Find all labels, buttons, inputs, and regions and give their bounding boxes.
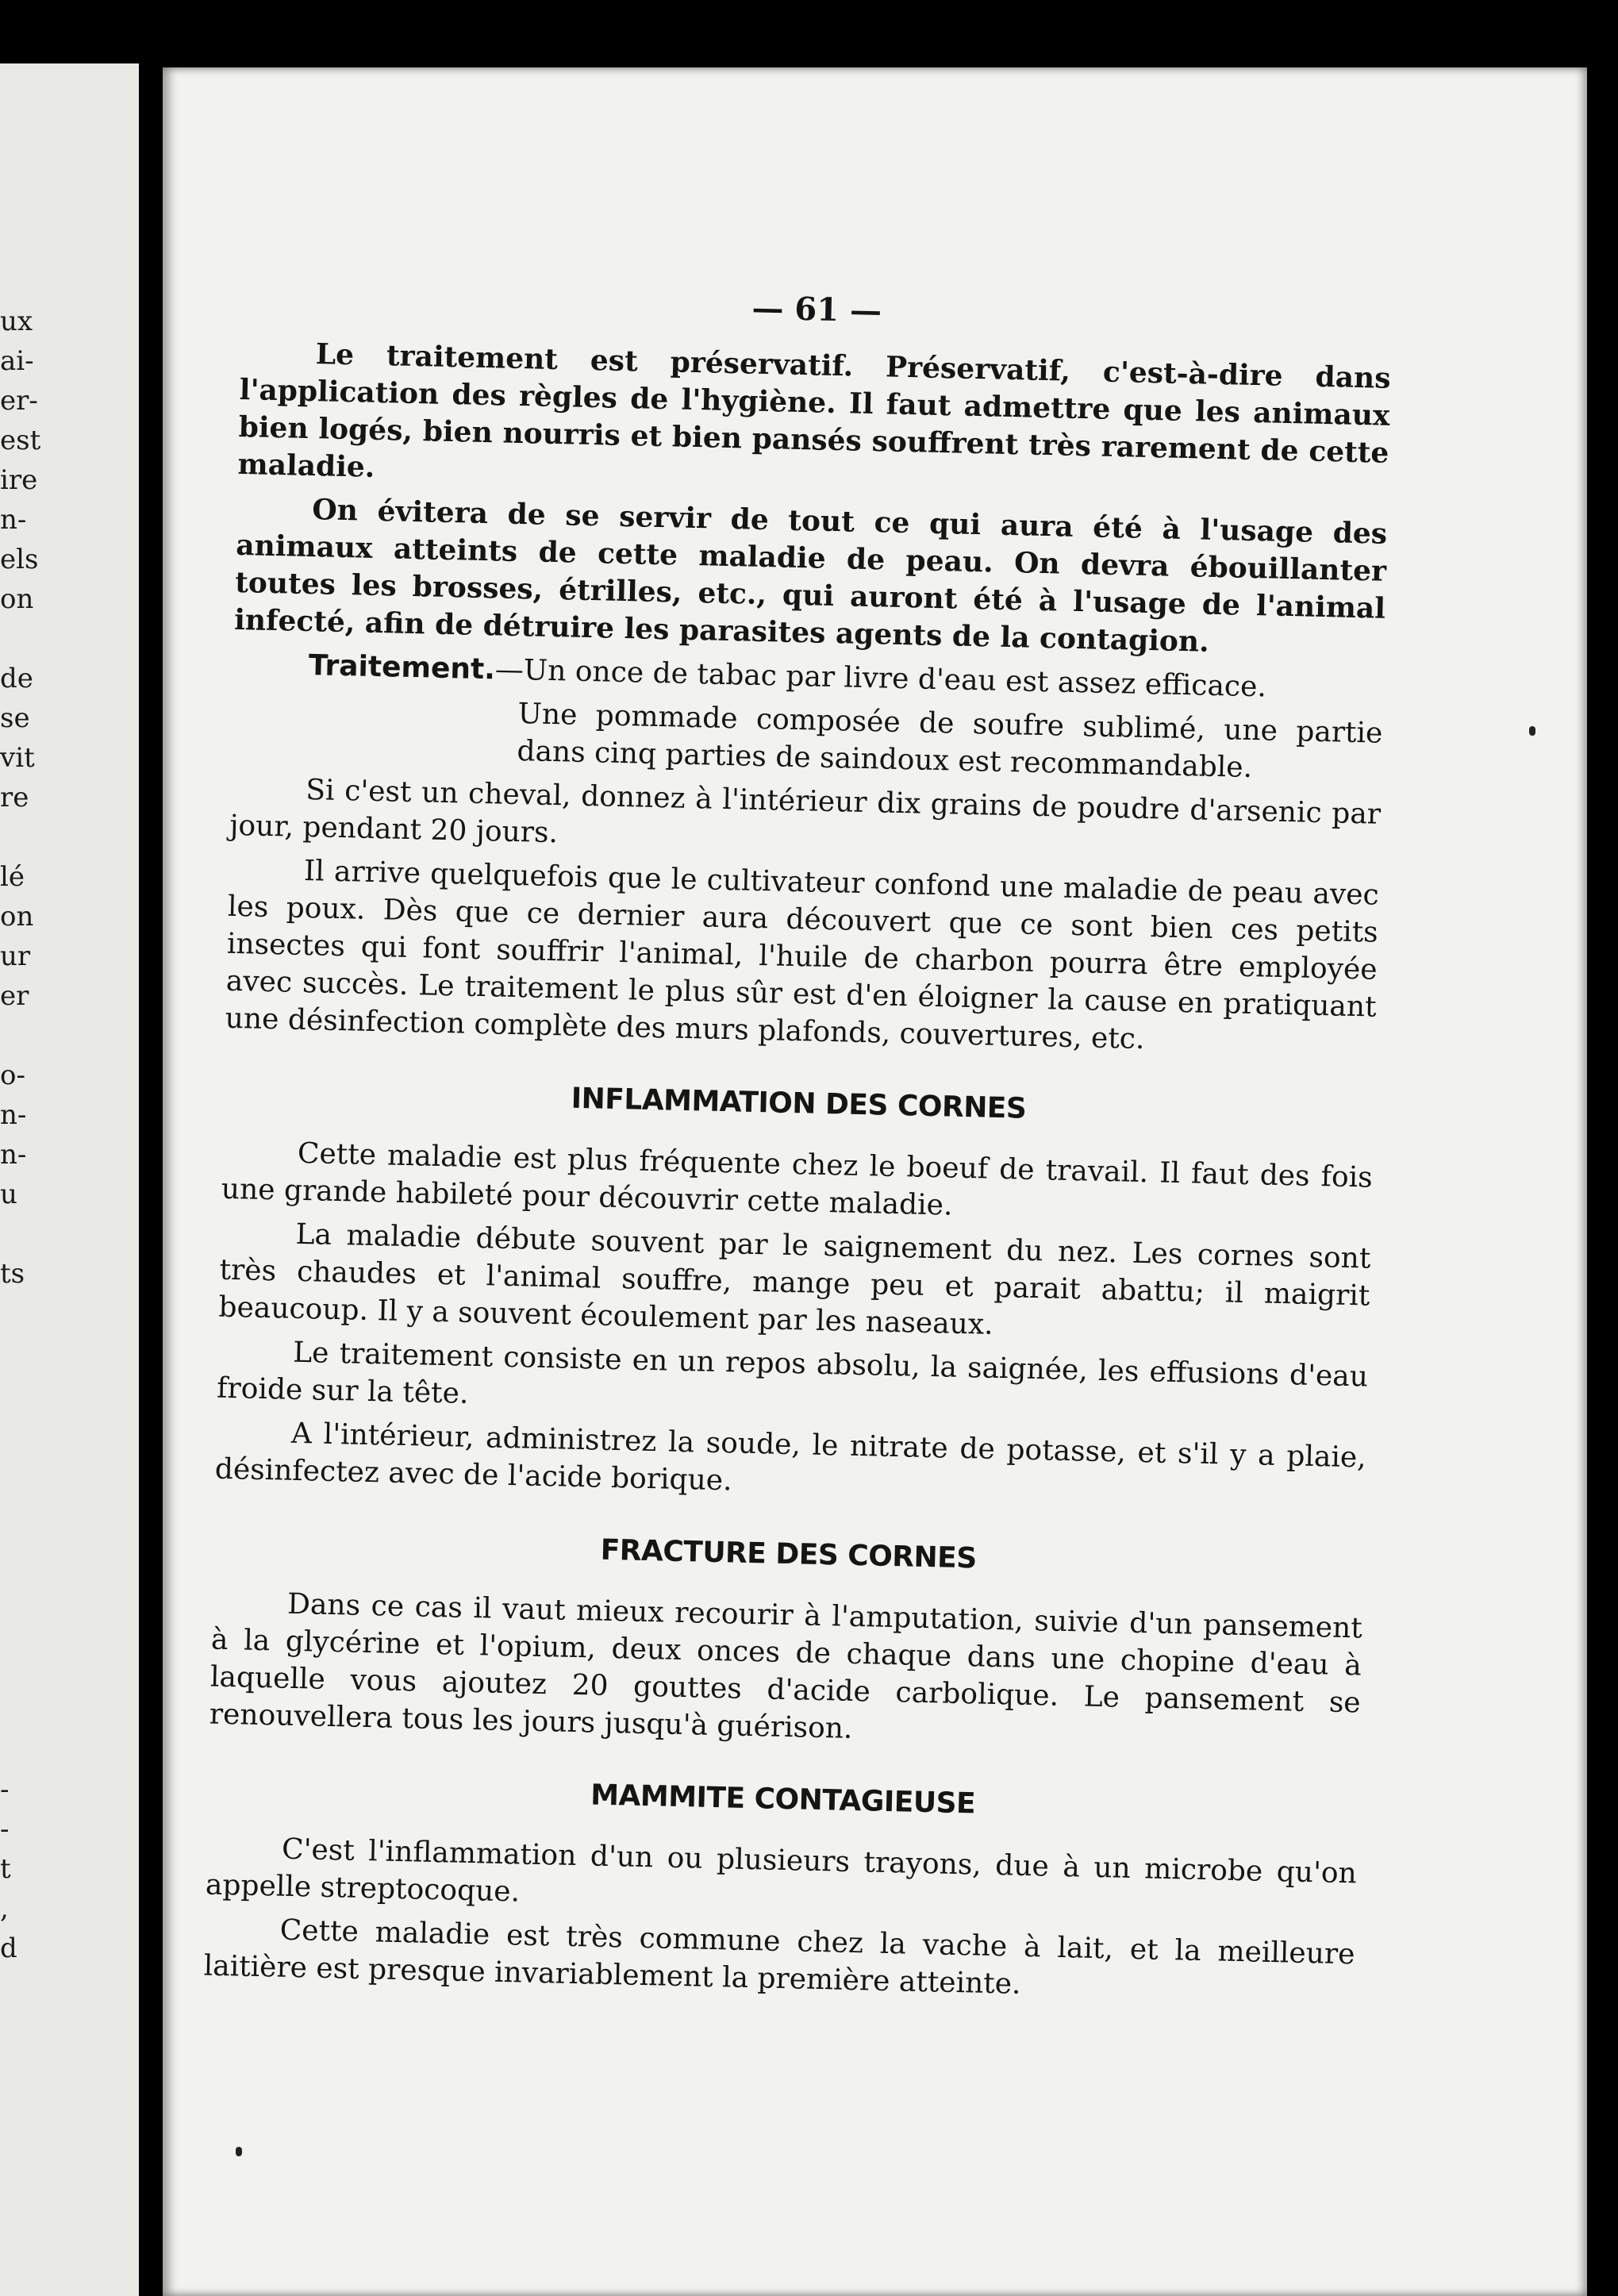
paragraph: Cette maladie est plus fréquente chez le boeuf de travail. Il faut des fois une grande habileté pour découvrir cette maladie. bbox=[221, 1136, 1374, 1222]
paragraph: Cette maladie est très commune chez la vache à lait, et la meilleure laitière est presque invariablement la première atteinte. bbox=[203, 1913, 1355, 2001]
left-fragment: - bbox=[0, 1813, 10, 1845]
left-fragment: ai- bbox=[0, 345, 34, 377]
left-fragment: er bbox=[0, 980, 29, 1012]
left-fragment: ur bbox=[0, 940, 31, 972]
previous-page-edge bbox=[0, 63, 139, 2296]
left-fragment: ire bbox=[0, 464, 38, 496]
left-fragment: n- bbox=[0, 1139, 27, 1171]
paragraph: C'est l'inflammation d'un ou plusieurs trayons, due à un microbe qu'on appelle streptocoque. bbox=[205, 1833, 1358, 1909]
section-heading-mammite: MAMMITE CONTAGIEUSE bbox=[590, 1779, 976, 1821]
left-fragment: - bbox=[0, 1774, 10, 1806]
left-fragment: de bbox=[0, 663, 33, 694]
paragraph: Dans ce cas il vaut mieux recourir à l'amputation, suivie d'un pansement à la glycérine et l'opium, deux onces de chaque dans une chopine d'eau à laquelle vous ajoutez 20 gouttes d'acide carbolique. Le pansement se renouvellera tous les jours jusqu'à guérison. bbox=[209, 1587, 1363, 1745]
left-fragment: ux bbox=[0, 306, 33, 337]
speck bbox=[236, 2147, 242, 2156]
left-fragment: re bbox=[0, 782, 29, 813]
left-fragment: u bbox=[0, 1179, 17, 1210]
left-fragment: lé bbox=[0, 861, 25, 893]
left-fragment: est bbox=[0, 425, 41, 456]
left-fragment: d bbox=[0, 1933, 17, 1964]
left-fragment: on bbox=[0, 583, 34, 615]
section-heading-inflammation: INFLAMMATION DES CORNES bbox=[571, 1082, 1027, 1125]
left-fragment: vit bbox=[0, 742, 35, 774]
treatment-paragraph-continued: Une pommade composée de soufre sublimé, une partie dans cinq parties de saindoux est recommandable. bbox=[517, 698, 1383, 785]
left-fragment: n- bbox=[0, 504, 27, 536]
paragraph: Il arrive quelquefois que le cultivateur confond une maladie de peau avec les poux. Dès que ce dernier aura découvert que ce sont bien ces petits insectes qui font souffrir l'animal, l'huile de charbon pourra être employée avec succès. Le traitement le plus sûr est d'en éloigner la cause en pratiquant une désinfection complète des murs plafonds, couvertures, etc. bbox=[225, 854, 1380, 1056]
left-fragment: er- bbox=[0, 385, 38, 417]
left-fragment: ts bbox=[0, 1258, 25, 1290]
section-heading-fracture: FRACTURE DES CORNES bbox=[600, 1533, 978, 1575]
paragraph: Si c'est un cheval, donnez à l'intérieur dix grains de poudre d'arsenic par jour, pendant 20 jours. bbox=[229, 773, 1382, 850]
paragraph: Le traitement consiste en un repos absolu, la saignée, les effusions d'eau froide sur la tête. bbox=[216, 1336, 1369, 1410]
paragraph: Le traitement est préservatif. Préservatif, c'est-à-dire dans l'application des règles de l'hygiène. Il faut admettre que les animaux bien logés, bien nourris et bien pansés souffrent très rarement de cette maladie. bbox=[237, 337, 1391, 484]
treatment-text: —Un once de tabac par livre d'eau est assez efficace. bbox=[494, 653, 1267, 704]
page-text bbox=[203, 278, 1393, 2017]
left-fragment: on bbox=[0, 901, 34, 933]
left-fragment: n- bbox=[0, 1099, 27, 1131]
left-fragment: , bbox=[0, 1893, 9, 1925]
left-fragment: o- bbox=[0, 1060, 25, 1091]
treatment-label: Traitement. bbox=[308, 649, 496, 686]
paragraph: La maladie débute souvent par le saignement du nez. Les cornes sont très chaudes et l'animal souffre, mange peu et parait abattu; il maigrit beaucoup. Il y a souvent écoulement par les naseaux. bbox=[218, 1217, 1371, 1341]
left-fragment: t bbox=[0, 1853, 11, 1885]
left-fragment: els bbox=[0, 544, 39, 575]
page-number: — 61 — bbox=[751, 289, 882, 330]
book-page bbox=[163, 67, 1587, 2296]
paragraph: On évitera de se servir de tout ce qui aura été à l'usage des animaux atteints de cette maladie de peau. On devra ébouillanter toutes les brosses, étrilles, etc., qui auront été à l'usage de l'animal infecté, afin de détruire les parasites agents de la contagion. bbox=[233, 493, 1388, 659]
speck bbox=[1529, 726, 1535, 736]
left-fragment: se bbox=[0, 702, 30, 734]
paragraph: A l'intérieur, administrez la soude, le nitrate de potasse, et s'il y a plaie, désinfectez avec de l'acide borique. bbox=[214, 1417, 1367, 1498]
